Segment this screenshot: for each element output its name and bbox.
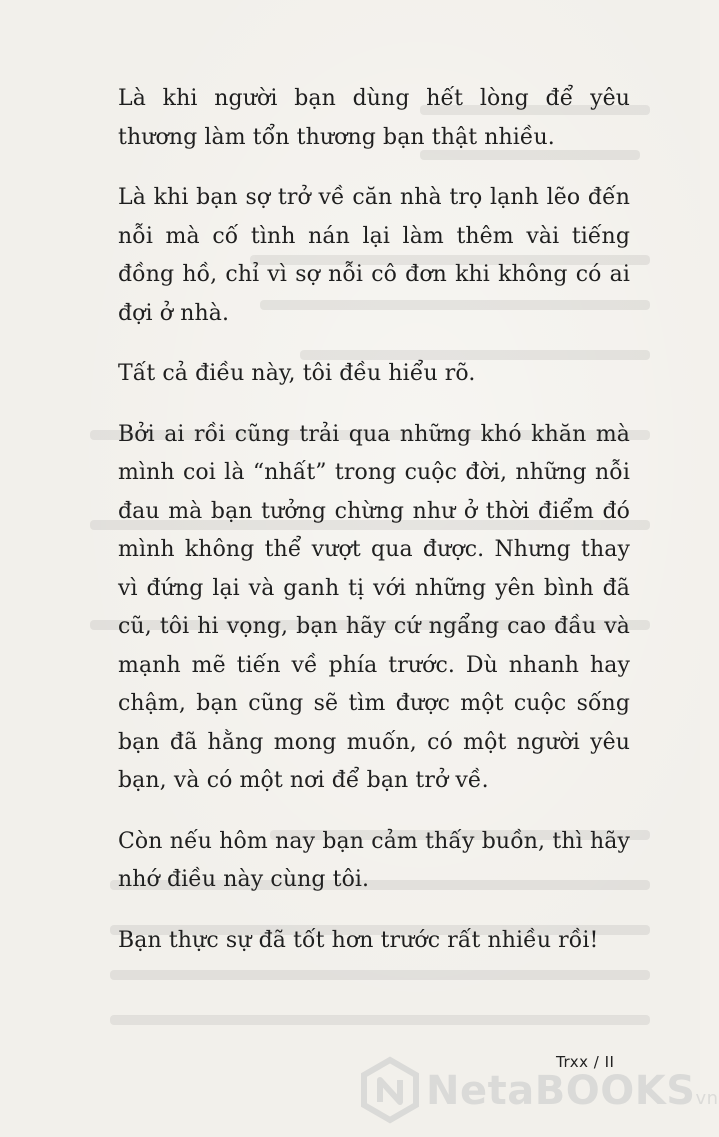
paragraph: Bạn thực sự đã tốt hơn trước rất nhiều rồi! [118,927,599,953]
paragraph: Còn nếu hôm nay bạn cảm thấy buồn, thì hãy nhớ điều này cùng tôi. [118,828,630,892]
netabooks-watermark [360,1058,719,1128]
watermark-suffix: vn [695,1088,719,1109]
paragraph: Là khi bạn sợ trở về căn nhà trọ lạnh lẽo đến nỗi mà cố tình nán lại làm thêm vài tiếng đồng hồ, chỉ vì sợ nỗi cô đơn khi không có ai đợi ở nhà. [118,185,630,326]
netabooks-logo-icon [360,1058,420,1122]
running-footer: Trxx / II [556,1053,615,1071]
watermark-brand: NetaBOOKS [426,1068,696,1114]
paragraph: Bởi ai rồi cũng trải qua những khó khăn mà mình coi là “nhất” trong cuộc đời, những nỗi đau mà bạn tưởng chừng như ở thời điểm đó mình không thể vượt qua được. Nhưng thay vì đứng lại và ganh tị với những yên bình đã cũ, tôi hi vọng, bạn hãy cứ ngẩng cao đầu và mạnh mẽ tiến về phía trước. Dù nhanh hay chậm, bạn cũng sẽ tìm được một cuộc sống bạn đã hằng mong muốn, có một người yêu bạn, và có một nơi để bạn trở về. [118,421,630,793]
paragraph: Tất cả điều này, tôi đều hiểu rõ. [118,361,476,386]
chapter-text [118,80,630,982]
paragraph: Là khi người bạn dùng hết lòng để yêu thương làm tổn thương bạn thật nhiều. [118,86,630,150]
